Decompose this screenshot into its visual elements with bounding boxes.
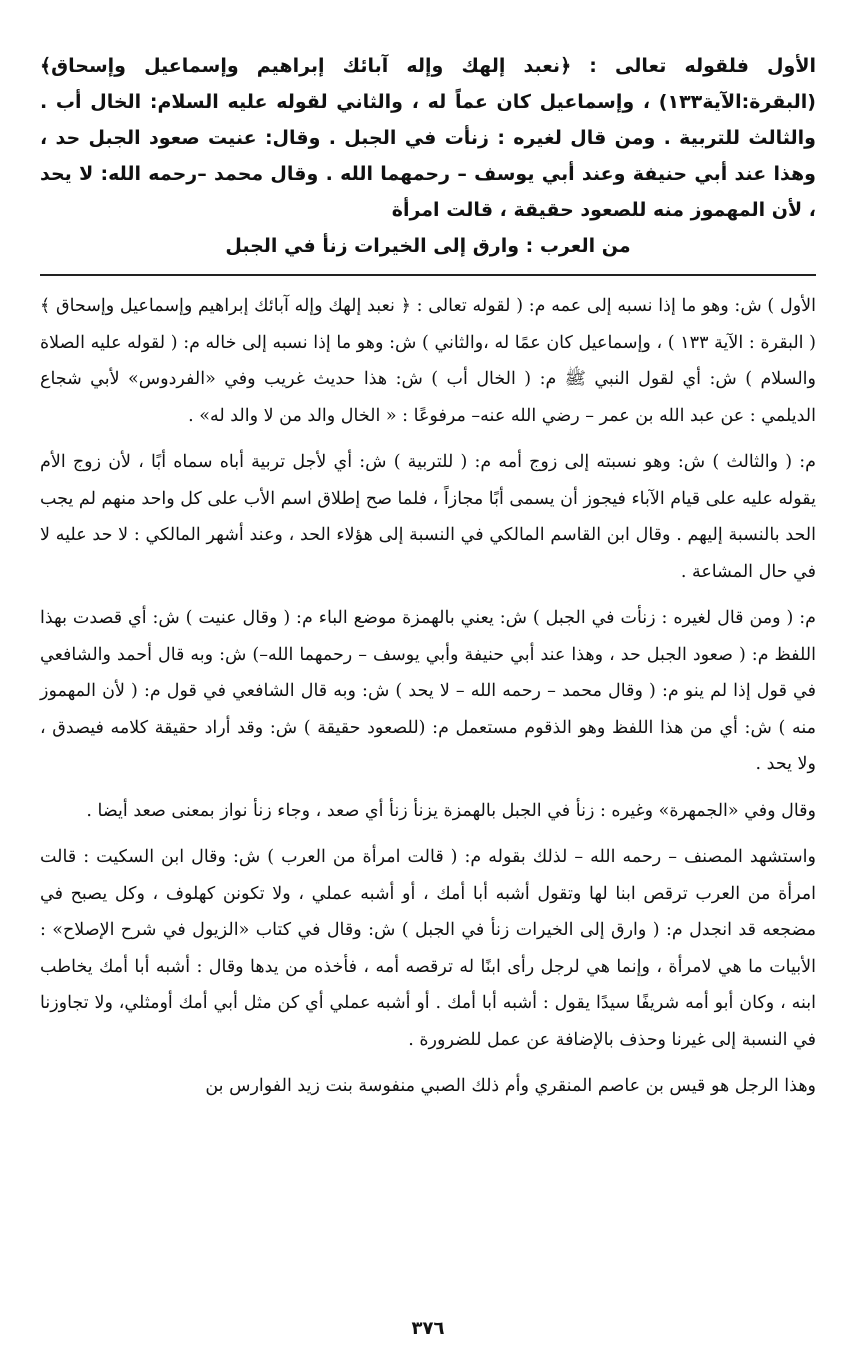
commentary-paragraph: م: ( والثالث ) ش: وهو نسبته إلى زوج أمه م: ( للتربية ) ش: أي لأجل تربية أباه سماه أبًا ، لأن زوج الأم يقوله عليه على قيام الآباء فيجوز أن يسمى أبًا مجازاً ، فلما صح إطلاق اسم الأب على كل واحد منهم لم يجب الحد بالنسبة إليهم . وقال ابن القاسم المالكي في النسبة إلى هؤلاء الحد ، وعند أشهر المالكي : لا حد عليه لا في حال المشاعة . — [40, 452, 816, 582]
main-text-block — [40, 48, 816, 264]
commentary-paragraph: واستشهد المصنف – رحمه الله – لذلك بقوله م: ( قالت امرأة من العرب ) ش: وقال ابن السكيت : قالت امرأة من العرب ترقص ابنا لها وتقول أشبه أبا أمك ، أو أشبه عملي ، ولا تكونن كهلوف ، وكل يصبح في مضجعه قد انجدل م: ( وارق إلى الخيرات زنأ في الجبل ) ش: وقال في كتاب «الزيول في شرح الإصلاح» : الأبيات ما هي لامرأة ، وإنما هي لرجل رأى ابنًا له ترقصه أمه ، فأخذه من يدها وقال : أشبه أبا أمك يخاطب ابنه ، وكان أبو أمه شريفًا سيدًا يقول : أشبه أبا أمك . أو أشبه عملي أي كن مثل أبي أمك أومثلي، ولا تجاوزنا في النسبة إلى غيرنا وحذف بالإضافة عن عمل للضرورة . — [40, 847, 816, 1050]
commentary-paragraph: وقال وفي «الجمهرة» وغيره : زنأ في الجبل بالهمزة يزنأ زنأ أي صعد ، وجاء زنأ نواز بمعنى صعد أيضا . — [86, 800, 816, 821]
main-text-verse: من العرب : وارق إلى الخيرات زنأ في الجبل — [225, 235, 631, 257]
commentary-paragraph: الأول ) ش: وهو ما إذا نسبه إلى عمه م: ( لقوله تعالى : ﴿ نعبد إلهك وإله آبائك إبراهيم وإسماعيل وإسحاق ﴾ ( البقرة : الآية ١٣٣ ) ، وإسماعيل كان عمًا له ،والثاني ) ش: وهو ما إذا نسبه إلى خاله م: ( لقوله عليه الصلاة والسلام ) ش: أي لقول النبي ﷺ م: ( الخال أب ) ش: هذا حديث غريب وفي «الفردوس» لأبي شجاع الديلمي : عن عبد الله بن عمر – رضي الله عنه– مرفوعًا : « الخال والد من لا والد له» . — [40, 296, 816, 426]
book-page — [40, 48, 816, 1338]
commentary-paragraph: وهذا الرجل هو قيس بن عاصم المنقري وأم ذلك الصبي منفوسة بنت زيد الفوارس بن — [205, 1076, 816, 1096]
text-divider — [40, 274, 816, 276]
commentary-block — [40, 288, 816, 1105]
commentary-paragraph: م: ( ومن قال لغيره : زنأت في الجبل ) ش: يعني بالهمزة موضع الباء م: ( وقال عنيت ) ش: أي قصدت بهذا اللفظ م: ( صعود الجبل حد ، وهذا عند أبي حنيفة وأبي يوسف – رحمهما الله–) ش: وبه قال أحمد والشافعي في قول إذا لم ينو م: ( وقال محمد – رحمه الله – لا يحد ) ش: وبه قال الشافعي في قول م: ( لأن المهموز منه ) ش: أي من هذا اللفظ وهو الذقوم مستعمل م: (للصعود حقيقة ) ش: وقد أراد حقيقة كلامه فيصدق ، ولا يحد . — [40, 608, 816, 774]
page-number: ٣٧٦ — [411, 1318, 445, 1339]
main-text-body: الأول فلقوله تعالى : ﴿نعبد إلهك وإله آبائك إبراهيم وإسماعيل وإسحاق﴾ (البقرة:الآية١٣٣) ، وإسماعيل كان عماً له ، والثاني لقوله عليه السلام: الخال أب . والثالث للتربية . ومن قال لغيره : زنأت في الجبل . وقال: عنيت صعود الجبل حد ، وهذا عند أبي حنيفة وعند أبي يوسف – رحمهما الله . وقال محمد –رحمه الله: لا يحد ، لأن المهموز منه للصعود حقيقة ، قالت امرأة — [40, 55, 816, 221]
